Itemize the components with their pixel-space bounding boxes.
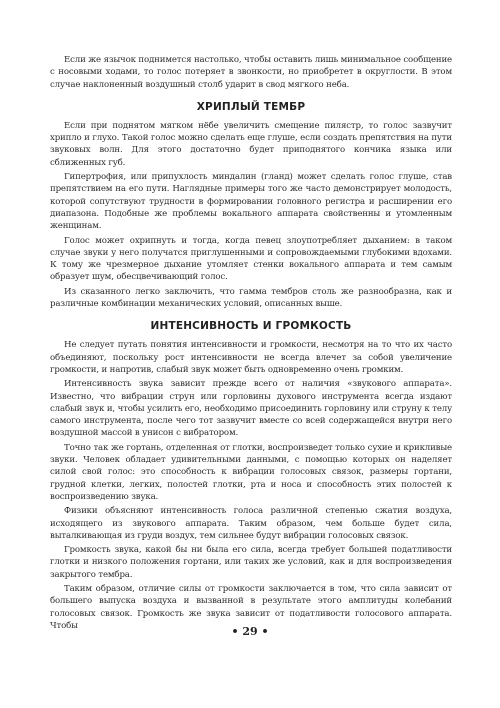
paragraph: Громкость звука, какой бы ни была его сила, всегда требует большей податливости глотки и низкого положения гортани, или таких же условий, как и для воспроизведения закрытого тембра. (50, 545, 452, 580)
section-title-intensity-loudness: ИНТЕНСИВНОСТЬ И ГРОМКОСТЬ (150, 320, 352, 333)
paragraph: Таким образом, отличие силы от громкости заключается в том, что сила зависит от большего выпуска воздуха и вызванной в результате этого амплитуды колебаний голосовых связок. Громкость же звука зависит от податливости голосового аппарата. Чтобы (50, 583, 452, 631)
page-body (50, 54, 452, 632)
paragraph: Гипертрофия, или припухлость миндалин (гланд) может сделать голос глуше, став препятствием на его пути. Наглядные примеры того же часто демонстрирует молодость, которой сопутствуют трудности в формировании головного регистра и расширении его диапазона. Подобные же проблемы вокального аппарата свойственны и утомленным женщинам. (50, 172, 452, 232)
paragraph: Физики объясняют интенсивность голоса различной степенью сжатия воздуха, исходящего из звукового аппарата. Таким образом, чем больше будет сила, выталкивающая из груди воздух, тем сильнее будут вибрации голосовых связок. (50, 506, 452, 541)
paragraph: Интенсивность звука зависит прежде всего от наличия «звукового аппарата». Известно, что вибрации струн или горловины духового инструмента всегда издают слабый звук и, чтобы усилить его, необходимо присоединить горловину или струну к телу самого инструмента, после чего тот зазвучит вместе со всей содержащейся внутри него воздушной массой в унисон с вибратором. (50, 379, 452, 439)
paragraph: Голос может охрипнуть и тогда, когда певец злоупотребляет дыханием: в таком случае звуки у него получатся приглушенными и сопровождаемыми глубокими вдохами. К тому же чрезмерное дыхание утомляет стенки вокального аппарата и тем самым образует шум, обесцвечивающий голос. (50, 235, 452, 283)
paragraph: Если при поднятом мягком нёбе увеличить смещение пилястр, то голос зазвучит хрипло и глухо. Такой голос можно сделать еще глуше, если создать препятствия на пути звуковых волн. Для этого достаточно будет приподнятого кончика языка или сближенных губ. (50, 120, 452, 168)
paragraph: Точно так же гортань, отделенная от глотки, воспроизведет только сухие и крикливые звуки. Человек обладает удивительными данными, с помощью которых он наделяет силой свой голос: это способность к вибрации голосовых связок, размеры гортани, грудной клетки, легких, полостей глотки, рта и носа и способность этих полостей к воспроизведению звука. (50, 442, 452, 502)
intro-paragraph: Если же язычок поднимется настолько, чтобы оставить лишь минимальное сообщение с носовыми ходами, то голос потеряет в звонкости, но приобретет в округлости. В этом случае наклоненный воздушный столб ударит в свод мягкого неба. (50, 55, 452, 90)
section-title-hoarse-timbre: ХРИПЛЫЙ ТЕМБР (196, 100, 306, 113)
paragraph: Из сказанного легко заключить, что гамма тембров столь же разнообразна, как и различные комбинации механических условий, описанных выше. (50, 286, 452, 310)
paragraph: Не следует путать понятия интенсивности и громкости, несмотря на то что их часто объединяют, поскольку рост интенсивности не всегда влечет за собой увеличение громкости, и напротив, слабый звук может быть одновременно очень громким. (50, 340, 452, 375)
page-number: • 29 • (231, 625, 269, 638)
